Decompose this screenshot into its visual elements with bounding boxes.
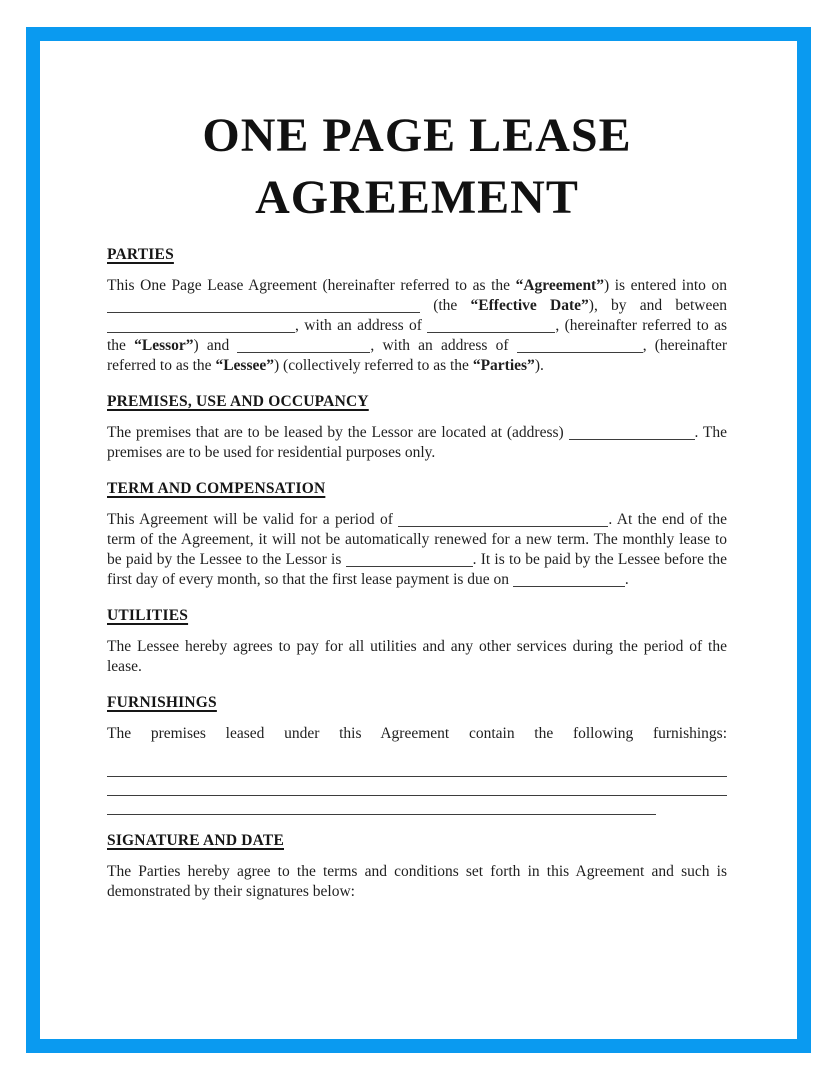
text-run: (the bbox=[420, 297, 471, 314]
section-utilities bbox=[107, 606, 727, 677]
text-run: “Lessee” bbox=[215, 357, 274, 374]
document-title bbox=[107, 105, 727, 229]
text-run: , with an address of bbox=[370, 337, 517, 354]
fill-in-blank bbox=[346, 551, 473, 567]
fill-in-blank bbox=[513, 571, 625, 587]
text-run: , (hereinafter bbox=[642, 337, 728, 354]
text-run: demonstrated by their signatures below: bbox=[107, 883, 355, 900]
paragraph-line bbox=[107, 443, 727, 463]
section-parties bbox=[107, 245, 727, 376]
text-run: , with an address of bbox=[295, 317, 428, 334]
text-run: term of the Agreement, it will not be automatically renewed for a new term. The monthly lease to bbox=[107, 531, 727, 548]
text-run: . At the end of the bbox=[608, 511, 727, 528]
paragraph-line bbox=[107, 882, 727, 902]
text-run: ). bbox=[534, 357, 544, 374]
blank-rule bbox=[107, 777, 727, 796]
section-heading-term: TERM AND COMPENSATION bbox=[107, 480, 326, 497]
text-run: , (hereinafter referred to as bbox=[555, 317, 727, 334]
blank-rule bbox=[107, 796, 656, 815]
blank-rule bbox=[107, 758, 727, 777]
fill-in-blank bbox=[107, 317, 295, 333]
text-run: “Parties” bbox=[472, 357, 535, 374]
text-run: “Effective Date” bbox=[470, 297, 589, 314]
text-run: . The bbox=[694, 424, 727, 441]
text-run: . It is to be paid by the Lessee before the bbox=[472, 551, 728, 568]
document-title-line-1: ONE PAGE LEASE bbox=[202, 109, 632, 162]
text-run: The Parties hereby agree to the terms and conditions set forth in this Agreement and such is bbox=[107, 863, 727, 880]
text-run: ) and bbox=[193, 337, 238, 354]
text-run: This Agreement will be valid for a period of bbox=[107, 511, 399, 528]
text-run: ) is entered into on bbox=[603, 277, 727, 294]
document-sections bbox=[107, 245, 727, 902]
text-run: The Lessee hereby agrees to pay for all utilities and any other services during the period of the bbox=[107, 638, 727, 655]
section-premises bbox=[107, 392, 727, 463]
text-run: “Lessor” bbox=[134, 337, 194, 354]
text-run: the bbox=[107, 337, 135, 354]
section-signature bbox=[107, 831, 727, 902]
paragraph-line bbox=[107, 550, 727, 570]
fill-in-blank bbox=[569, 424, 695, 440]
fill-in-blank bbox=[427, 317, 555, 333]
text-run: This One Page Lease Agreement (hereinafter referred to as the bbox=[107, 277, 516, 294]
text-run: be paid by the Lessee to the Lessor is bbox=[107, 551, 346, 568]
text-run: The premises leased under this Agreement contain the following furnishings: bbox=[107, 725, 727, 742]
text-run: first day of every month, so that the first lease payment is due on bbox=[107, 571, 513, 588]
section-heading-premises: PREMISES, USE AND OCCUPANCY bbox=[107, 393, 369, 410]
page-border bbox=[26, 27, 811, 1053]
section-heading-parties: PARTIES bbox=[107, 246, 174, 263]
text-run: ), by and between bbox=[588, 297, 727, 314]
paragraph-line bbox=[107, 657, 727, 677]
text-run: The premises that are to be leased by the Lessor are located at (address) bbox=[107, 424, 569, 441]
paragraph-line bbox=[107, 862, 727, 882]
paragraph-line bbox=[107, 570, 727, 590]
text-run: referred to as the bbox=[107, 357, 216, 374]
paragraph-line bbox=[107, 316, 727, 336]
paragraph bbox=[107, 510, 727, 590]
blank-rules bbox=[107, 758, 727, 815]
section-furnishings bbox=[107, 693, 727, 815]
paragraph bbox=[107, 862, 727, 902]
paragraph bbox=[107, 637, 727, 677]
paragraph-line bbox=[107, 510, 727, 530]
paragraph bbox=[107, 724, 727, 744]
paragraph-line bbox=[107, 336, 727, 356]
section-term bbox=[107, 479, 727, 590]
section-heading-signature: SIGNATURE AND DATE bbox=[107, 832, 284, 849]
section-heading-furnishings: FURNISHINGS bbox=[107, 694, 217, 711]
paragraph-line bbox=[107, 296, 727, 316]
text-run: ) (collectively referred to as the bbox=[274, 357, 473, 374]
fill-in-blank bbox=[107, 297, 420, 313]
paragraph-line bbox=[107, 724, 727, 744]
paragraph-line bbox=[107, 530, 727, 550]
paragraph-line bbox=[107, 356, 727, 376]
text-run: lease. bbox=[107, 658, 142, 675]
paragraph-line bbox=[107, 276, 727, 296]
text-run: premises are to be used for residential purposes only. bbox=[107, 444, 436, 461]
paragraph bbox=[107, 276, 727, 376]
paragraph-line bbox=[107, 637, 727, 657]
paragraph bbox=[107, 423, 727, 463]
document-title-line-2: AGREEMENT bbox=[255, 171, 579, 224]
text-run: . bbox=[624, 571, 629, 588]
document-page bbox=[40, 41, 797, 1039]
text-run: “Agreement” bbox=[515, 277, 604, 294]
section-heading-utilities: UTILITIES bbox=[107, 607, 189, 624]
fill-in-blank bbox=[237, 337, 370, 353]
fill-in-blank bbox=[398, 511, 608, 527]
paragraph-line bbox=[107, 423, 727, 443]
fill-in-blank bbox=[517, 337, 643, 353]
